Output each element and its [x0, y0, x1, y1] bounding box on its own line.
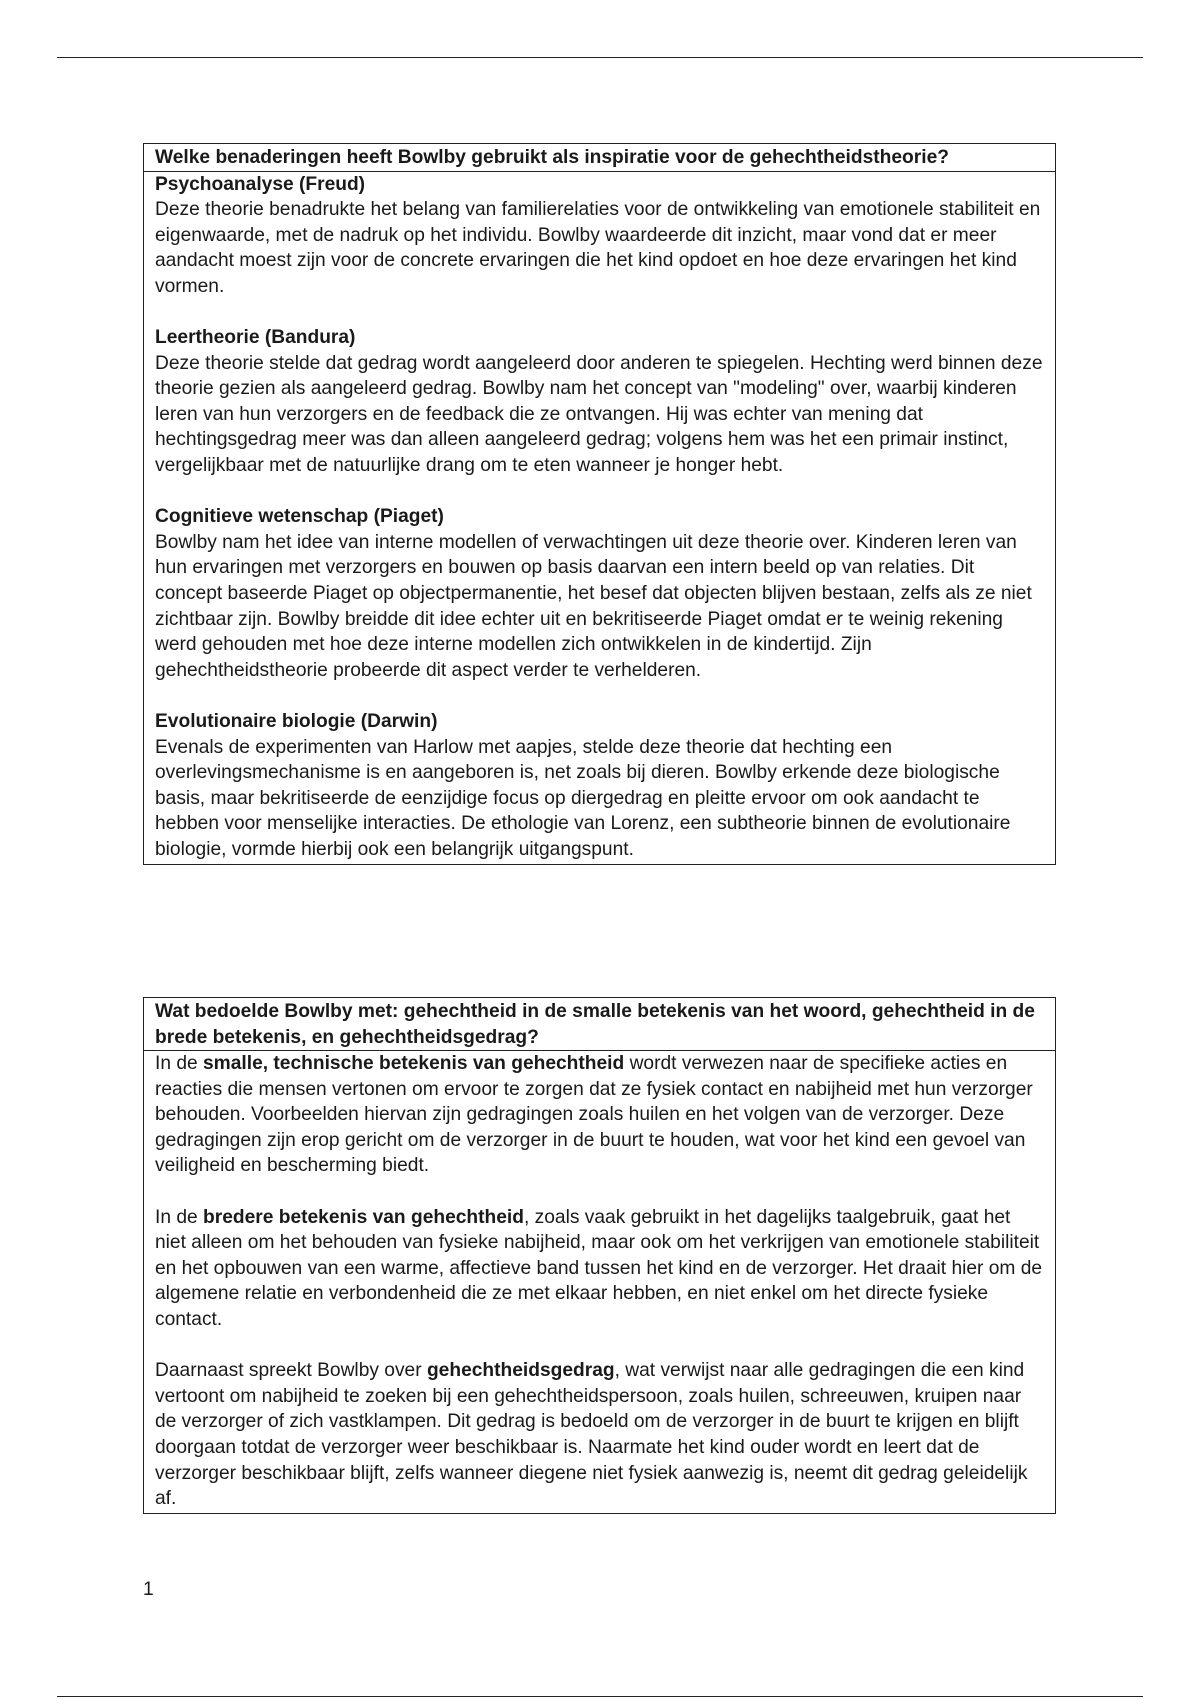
section-psychoanalyse — [155, 172, 1045, 300]
page-number: 1 — [143, 1579, 154, 1600]
text-run: In de — [155, 1206, 204, 1228]
bold-term: smalle, technische betekenis van gehechtheid — [203, 1053, 625, 1074]
bold-term: bredere betekenis van gehechtheid — [203, 1206, 524, 1228]
paragraph-brede-betekenis — [155, 1205, 1045, 1333]
question-title: Wat bedoelde Bowlby met: gehechtheid in de smalle betekenis van het woord, gehechtheid in de brede betekenis, en gehechtheidsgedrag? — [144, 998, 1055, 1051]
text-run: Daarnaast spreekt Bowlby over — [155, 1360, 427, 1382]
paragraph-text — [155, 1205, 1045, 1333]
paragraph-text — [155, 1358, 1045, 1512]
question-box-gehechtheid-betekenis — [143, 997, 1056, 1514]
paragraph-smalle-betekenis — [155, 1051, 1045, 1179]
bold-term: gehechtheidsgedrag — [426, 1360, 615, 1382]
paragraph-text — [155, 1051, 1045, 1179]
section-leertheorie — [155, 325, 1045, 479]
paragraph-gehechtheidsgedrag — [155, 1358, 1045, 1512]
section-heading: Psychoanalyse (Freud) — [155, 173, 366, 195]
question-box-inspiration — [143, 143, 1056, 865]
section-evolutionaire-biologie — [155, 709, 1045, 863]
section-text: Bowlby nam het idee van interne modellen of verwachtingen uit deze theorie over. Kinderen leren van hun ervaringen met verzorgers en bouwen op basis daarvan een intern beeld op van relaties. Dit concept baseerde Piaget op objectpermanentie, het besef dat objecten blijven bestaan, zelfs als ze niet zichtbaar zijn. Bowlby breidde dit idee echter uit en bekritiseerde Piaget omdat er te weinig rekening werd gehouden met hoe deze interne modellen zich ontwikkelen in de kindertijd. Zijn gehechtheidstheorie probeerde dit aspect verder te verhelderen. — [155, 531, 1032, 681]
header-rule — [57, 57, 1143, 58]
section-heading: Evolutionaire biologie (Darwin) — [155, 710, 438, 732]
footer-rule — [57, 1696, 1143, 1697]
question-title: Welke benaderingen heeft Bowlby gebruikt als inspiratie voor de gehechtheidstheorie? — [144, 144, 1055, 172]
section-text: Evenals de experimenten van Harlow met aapjes, stelde deze theorie dat hechting een overlevingsmechanisme is en aangeboren is, net zoals bij dieren. Bowlby erkende deze biologische basis, maar bekritiseerde de eenzijdige focus op diergedrag en pleitte ervoor om ook aandacht te hebben voor menselijke interacties. De ethologie van Lorenz, een subtheorie binnen de evolutionaire biologie, vormde hierbij ook een belangrijk uitgangspunt. — [155, 736, 1011, 860]
section-heading: Cognitieve wetenschap (Piaget) — [155, 506, 444, 528]
text-run: , wat verwijst naar alle gedragingen die een kind vertoont om nabijheid te zoeken bij een gehechtheidspersoon, zoals huilen, schreeuwen, kruipen naar de verzorger of zich vastklampen. Dit gedrag is bedoeld om de verzorger in de buurt te krijgen en blijft doorgaan totdat de verzorger weer beschikbaar is. Naarmate het kind ouder wordt en leert dat de verzorger beschikbaar blijft, zelfs wanneer diegene niet fysiek aanwezig is, neemt dit gedrag geleidelijk af. — [155, 1360, 1028, 1510]
text-run: wordt verwezen naar de specifieke acties en reacties die mensen vertonen om ervoor te zorgen dat ze fysiek contact en nabijheid met hun verzorger behouden. Voorbeelden hiervan zijn gedragingen zoals huilen en het volgen van de verzorger. Deze gedragingen zijn erop gericht om de verzorger in de buurt te houden, wat voor het kind een gevoel van veiligheid en bescherming biedt. — [155, 1053, 1033, 1177]
text-run: , zoals vaak gebruikt in het dagelijks taalgebruik, gaat het niet alleen om het behouden van fysieke nabijheid, maar ook om het verkrijgen van emotionele stabiliteit en het opbouwen van een warme, affectieve band tussen het kind en de verzorger. Het draait hier om de algemene relatie en verbondenheid die ze met elkaar hebben, en niet enkel om het directe fysieke contact. — [155, 1206, 1043, 1330]
section-text: Deze theorie stelde dat gedrag wordt aangeleerd door anderen te spiegelen. Hechting werd binnen deze theorie gezien als aangeleerd gedrag. Bowlby nam het concept van "modeling" over, waarbij kinderen leren van hun verzorgers en de feedback die ze ontvangen. Hij was echter van mening dat hechtingsgedrag meer was dan alleen aangeleerd gedrag; volgens hem was het een primair instinct, vergelijkbaar met de natuurlijke drang om te eten wanneer je honger hebt. — [155, 352, 1043, 477]
section-text: Deze theorie benadrukte het belang van familierelaties voor de ontwikkeling van emotionele stabiliteit en eigenwaarde, met de nadruk op het individu. Bowlby waardeerde dit inzicht, maar vond dat er meer aandacht moest zijn voor de concrete ervaringen die het kind opdoet en hoe deze ervaringen het kind vormen. — [155, 199, 1041, 297]
answer-body — [144, 172, 1055, 864]
section-cognitieve-wetenschap — [155, 504, 1045, 683]
answer-body — [144, 1051, 1055, 1513]
section-heading: Leertheorie (Bandura) — [155, 327, 356, 349]
text-run: In de — [155, 1053, 204, 1074]
